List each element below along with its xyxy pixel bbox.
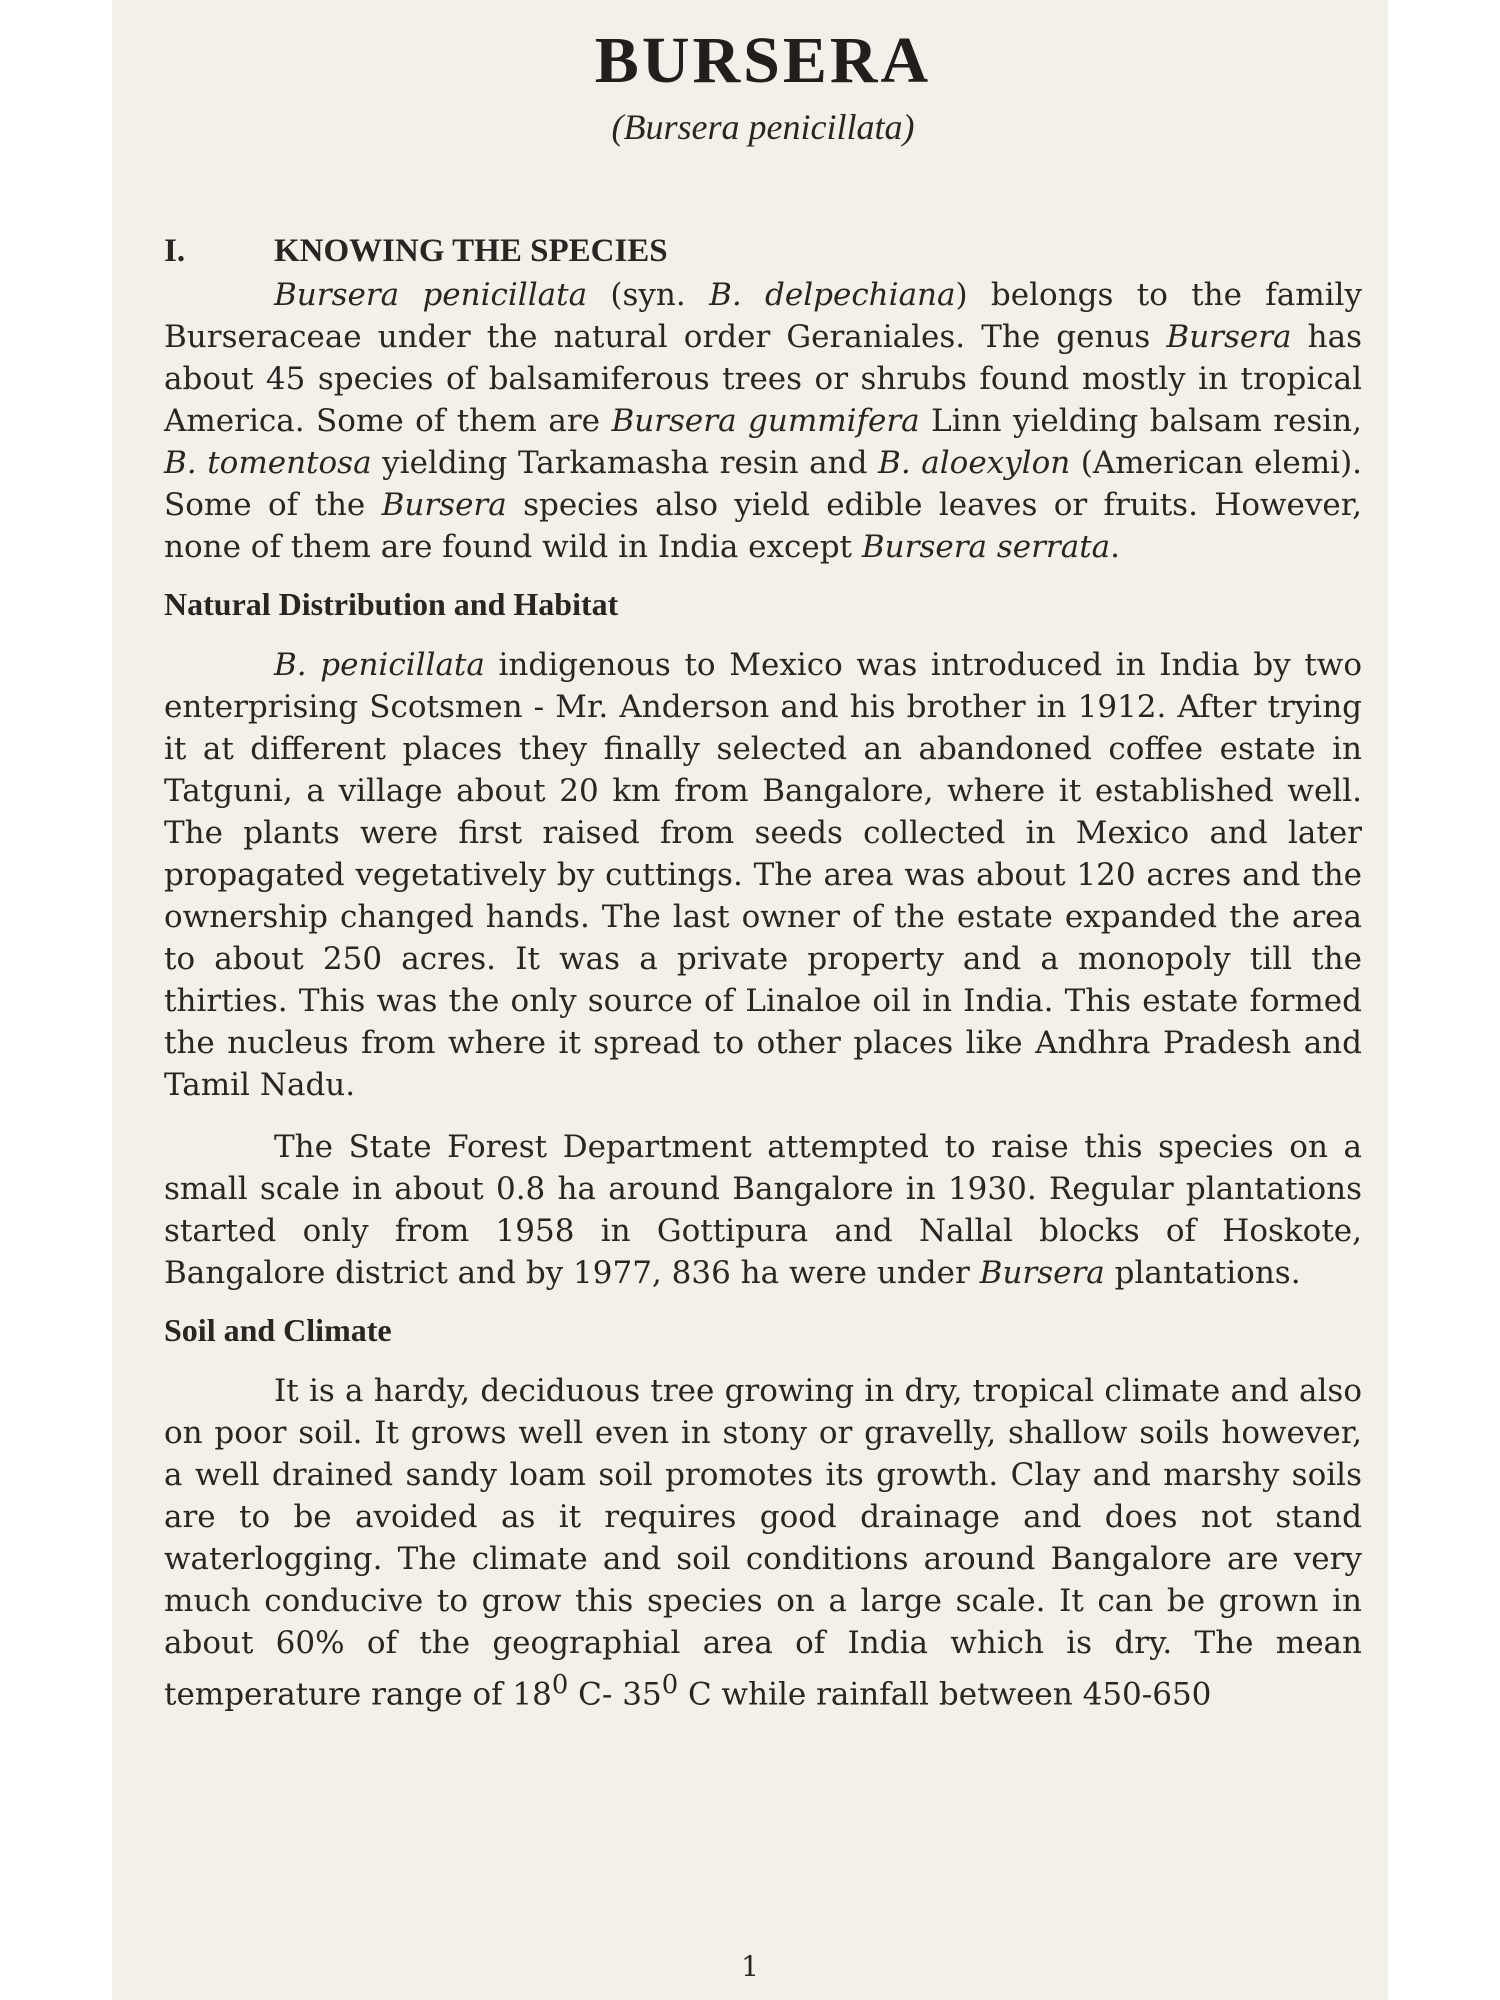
page-content bbox=[164, 0, 1362, 1715]
book-page bbox=[112, 0, 1388, 2000]
page-title: BURSERA bbox=[594, 24, 932, 97]
soil-paragraph: It is a hardy, deciduous tree growing in dry, tropical climate and also on poor soil. It grows well even in stony or gravelly, shallow soils however, a well drained sandy loam soil promotes its growth. Clay and marshy soils are to be avoided as it requires good drainage and does not stand waterlogging. The climate and soil conditions around Bangalore are very much conducive to grow this species on a large scale. It can be grown in about 60% of the geographial area of India which is dry. The mean temperature range of $18^0$ C- $35^0$ C while rainfall between 450-650 bbox=[164, 1373, 1362, 1713]
page-number: 1 bbox=[741, 1950, 759, 1983]
soil-heading: Soil and Climate bbox=[164, 1312, 392, 1348]
section-title: KNOWING THE SPECIES bbox=[274, 233, 668, 269]
section-number: I. bbox=[164, 233, 186, 269]
page-subtitle: (Bursera penicillata) bbox=[611, 107, 915, 147]
intro-paragraph: Bursera penicillata (syn. B. delpechiana) belongs to the family Burseraceae under the natural order Geraniales. The genus Bursera has about 45 species of balsamiferous trees or shrubs found mostly in tropical America. Some of them are Bursera gummifera Linn yielding balsam resin, B. tomentosa yielding Tarkamasha resin and B. aloexylon (American elemi). Some of the Bursera species also yield edible leaves or fruits. However, none of them are found wild in India except Bursera serrata. bbox=[164, 277, 1363, 565]
distribution-paragraph-2: The State Forest Department attempted to raise this species on a small scale in about 0.8 ha around Bangalore in 1930. Regular plantations started only from 1958 in Gottipura and Nallal blocks of Hoskote, Bangalore district and by 1977, 836 ha were under Bursera plantations. bbox=[164, 1129, 1362, 1291]
distribution-heading: Natural Distribution and Habitat bbox=[164, 586, 619, 622]
distribution-paragraph-1: B. penicillata indigenous to Mexico was introduced in India by two enterprising Scotsmen - Mr. Anderson and his brother in 1912. After trying it at different places they finally selected an abandoned coffee estate in Tatguni, a village about 20 km from Bangalore, where it established well. The plants were first raised from seeds collected in Mexico and later propagated vegetatively by cuttings. The area was about 120 acres and the ownership changed hands. The last owner of the estate expanded the area to about 250 acres. It was a private property and a monopoly till the thirties. This was the only source of Linaloe oil in India. This estate formed the nucleus from where it spread to other places like Andhra Pradesh and Tamil Nadu. bbox=[164, 647, 1362, 1103]
section-heading bbox=[164, 228, 1362, 274]
